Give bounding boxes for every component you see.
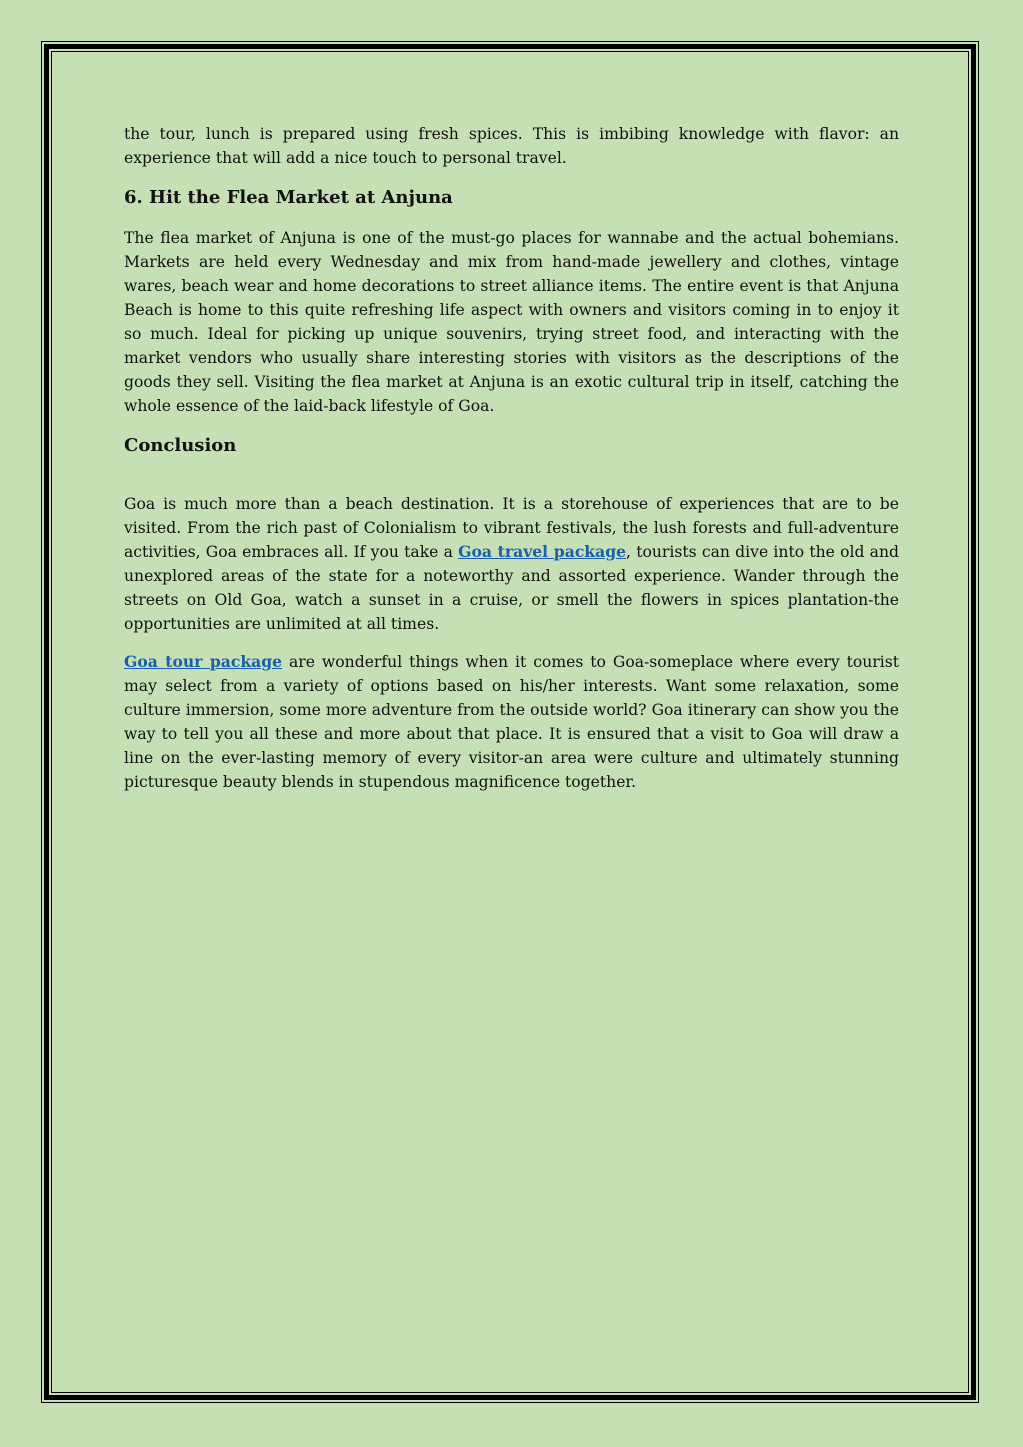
- conclusion-text-before-link: Goa is much more than a beach destination. It is a storehouse of experiences that are to be visited. From the rich past of Colonialism to vibrant festivals, the lush forests and full-adventure activities, Goa embraces all. If you take a: [124, 495, 899, 561]
- goa-tour-package-link[interactable]: Goa tour package: [124, 652, 283, 671]
- conclusion-heading: Conclusion: [124, 435, 237, 456]
- flea-market-heading: 6. Hit the Flea Market at Anjuna: [124, 187, 453, 208]
- goa-travel-package-link[interactable]: Goa travel package: [458, 542, 627, 561]
- intro-paragraph: the tour, lunch is prepared using fresh spices. This is imbibing knowledge with flavor: an experience that will add a nice touch to personal travel.: [124, 125, 899, 167]
- conclusion-text-2: are wonderful things when it comes to Goa-someplace where every tourist may select from a variety of options based on his/her interests. Want some relaxation, some culture immersion, some more adventure from the outside world? Goa itinerary can show you the way to tell you all these and more about that place. It is ensured that a visit to Goa will draw a line on the ever-lasting memory of every visitor-an area were culture and ultimately stunning picturesque beauty blends in stupendous magnificence together.: [124, 653, 899, 791]
- conclusion-paragraph-1: [124, 492, 899, 636]
- conclusion-text-after-link: , tourists can dive into the old and unexplored areas of the state for a noteworthy and assorted experience. Wander through the streets on Old Goa, watch a sunset in a cruise, or smell the flowers in spices plantation-the opportunities are unlimited at all times.: [124, 543, 899, 633]
- conclusion-paragraph-2: [124, 650, 899, 794]
- flea-market-paragraph: The flea market of Anjuna is one of the must-go places for wannabe and the actual bohemians. Markets are held every Wednesday and mix from hand-made jewellery and clothes, vintage wares, beach wear and home decorations to street alliance items. The entire event is that Anjuna Beach is home to this quite refreshing life aspect with owners and visitors coming in to enjoy it so much. Ideal for picking up unique souvenirs, trying street food, and interacting with the market vendors who usually share interesting stories with visitors as the descriptions of the goods they sell. Visiting the flea market at Anjuna is an exotic cultural trip in itself, catching the whole essence of the laid-back lifestyle of Goa.: [124, 229, 899, 415]
- document-content: [124, 122, 899, 794]
